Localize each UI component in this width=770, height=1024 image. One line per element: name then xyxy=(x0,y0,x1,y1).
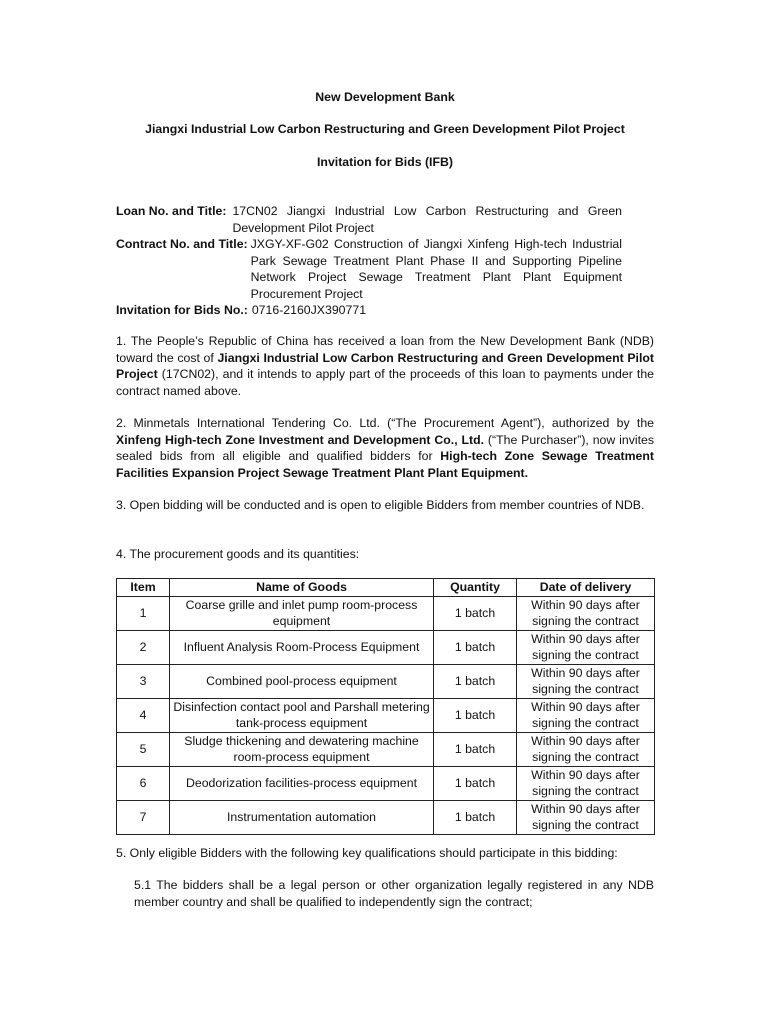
paragraph-5-1 xyxy=(116,877,654,910)
cell-quantity: 1 batch xyxy=(434,664,517,698)
cell-quantity: 1 batch xyxy=(434,630,517,664)
p1-text-a: 1. The People’s Republic of China has received a loan from the New Development Bank (NDB) toward the cost of xyxy=(116,334,654,365)
table-header-row xyxy=(117,579,655,597)
loan-label: Loan No. and Title: xyxy=(116,204,227,218)
p2-text-a: 2. Minmetals International Tendering Co. Ltd. (“The Procurement Agent”), authorized by the xyxy=(116,416,654,430)
table-row xyxy=(117,800,655,834)
bank-name: New Development Bank xyxy=(315,90,455,104)
cell-quantity: 1 batch xyxy=(434,766,517,800)
p2-purchaser-name: Xinfeng High-tech Zone Investment and Development Co., Ltd. xyxy=(116,432,485,447)
table-row xyxy=(117,766,655,800)
table-row xyxy=(117,596,655,630)
table-row xyxy=(117,664,655,698)
p2-text-c: (“The Purchaser”), now invites sealed bids from all eligible and qualified bidders for xyxy=(116,432,654,463)
cell-item: 1 xyxy=(117,596,170,630)
ifb-row xyxy=(116,302,654,319)
table-row xyxy=(117,630,655,664)
cell-item: 6 xyxy=(117,766,170,800)
cell-quantity: 1 batch xyxy=(434,698,517,732)
cell-item: 2 xyxy=(117,630,170,664)
cell-item: 4 xyxy=(117,698,170,732)
contract-value: JXGY-XF-G02 Construction of Jiangxi Xinfeng High-tech Industrial Park Sewage Treatment Plant Phase II and Supporting Pipeline Network Project Sewage Treatment Plant Plant Equipment Procurement Project xyxy=(250,237,622,301)
contract-label: Contract No. and Title: xyxy=(116,237,248,251)
paragraph-1 xyxy=(116,333,654,399)
header-name: Name of Goods xyxy=(170,579,434,597)
cell-name: Disinfection contact pool and Parshall metering tank-process equipment xyxy=(170,698,434,732)
cell-name: Sludge thickening and dewatering machine room-process equipment xyxy=(170,732,434,766)
cell-name: Coarse grille and inlet pump room-process equipment xyxy=(170,596,434,630)
p2-goods-name: High-tech Zone Sewage Treatment Facilities Expansion Project Sewage Treatment Plant Plant Equipment. xyxy=(116,449,654,480)
p1-text-c: (17CN02), and it intends to apply part of the proceeds of this loan to payments under the contract named above. xyxy=(116,367,654,398)
header-delivery: Date of delivery xyxy=(517,579,655,597)
cell-delivery: Within 90 days after signing the contract xyxy=(517,698,655,732)
loan-row xyxy=(116,203,654,236)
ifb-value: 0716-2160JX390771 xyxy=(251,303,367,317)
cell-name: Deodorization facilities-process equipment xyxy=(170,766,434,800)
loan-value: 17CN02 Jiangxi Industrial Low Carbon Restructuring and Green Development Pilot Project xyxy=(232,204,622,235)
cell-name: Influent Analysis Room-Process Equipment xyxy=(170,630,434,664)
project-title: Jiangxi Industrial Low Carbon Restructuring and Green Development Pilot Project xyxy=(145,122,625,136)
cell-delivery: Within 90 days after signing the contract xyxy=(517,766,655,800)
cell-name: Instrumentation automation xyxy=(170,800,434,834)
ifb-label: Invitation for Bids No.: xyxy=(116,303,248,317)
cell-item: 3 xyxy=(117,664,170,698)
cell-quantity: 1 batch xyxy=(434,800,517,834)
cell-item: 5 xyxy=(117,732,170,766)
table-row xyxy=(117,732,655,766)
p5-1-text: 5.1 The bidders shall be a legal person or other organization legally registered in any NDB member country and shall be qualified to independently sign the contract; xyxy=(134,878,654,909)
contract-row xyxy=(116,236,654,302)
p1-project-name: Jiangxi Industrial Low Carbon Restructuring and Green Development Pilot Project xyxy=(116,350,654,381)
goods-table xyxy=(116,578,655,835)
paragraph-5: 5. Only eligible Bidders with the following key qualifications should participate in this bidding: xyxy=(116,846,618,860)
paragraph-2 xyxy=(116,415,654,481)
cell-quantity: 1 batch xyxy=(434,732,517,766)
loan-info xyxy=(116,203,654,319)
header-item: Item xyxy=(117,579,170,597)
cell-quantity: 1 batch xyxy=(434,596,517,630)
header-quantity: Quantity xyxy=(434,579,517,597)
cell-delivery: Within 90 days after signing the contract xyxy=(517,630,655,664)
document-title: Invitation for Bids (IFB) xyxy=(317,155,453,169)
cell-delivery: Within 90 days after signing the contract xyxy=(517,732,655,766)
table-row xyxy=(117,698,655,732)
paragraph-3: 3. Open bidding will be conducted and is open to eligible Bidders from member countries of NDB. xyxy=(116,498,645,512)
cell-name: Combined pool-process equipment xyxy=(170,664,434,698)
cell-delivery: Within 90 days after signing the contract xyxy=(517,664,655,698)
cell-delivery: Within 90 days after signing the contract xyxy=(517,596,655,630)
paragraph-4: 4. The procurement goods and its quantities: xyxy=(116,547,360,561)
cell-delivery: Within 90 days after signing the contract xyxy=(517,800,655,834)
cell-item: 7 xyxy=(117,800,170,834)
